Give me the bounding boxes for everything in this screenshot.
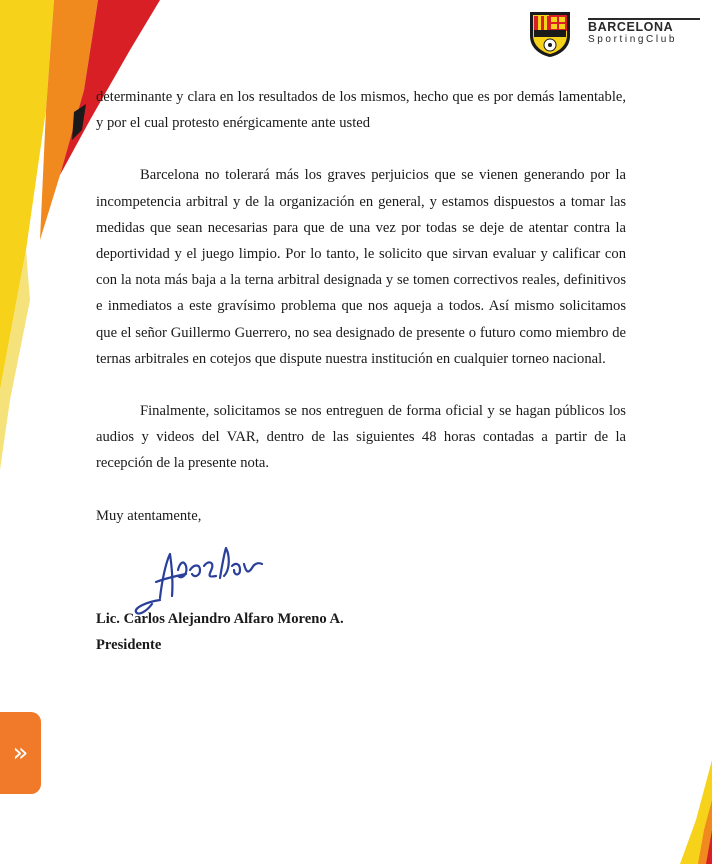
signer-block xyxy=(96,606,344,658)
side-expand-tab[interactable] xyxy=(0,712,41,794)
body-paragraph-2: Finalmente, solicitamos se nos entreguen de forma oficial y se hagan públicos los audios y videos del VAR, dentro de las siguientes 48 horas contadas a partir de la recepción de la presente nota. xyxy=(96,403,626,472)
corner-orange xyxy=(698,800,712,864)
body-paragraph-1: Barcelona no tolerará más los graves perjuicios que se vienen generando por la incompetencia arbitral y de la organización en general, y estamos dispuestos a tomar las medidas que sean necesarias para que de una vez por todas se deje de atentar contra la deportividad y el juego limpio. Por lo tanto, le solicito que sirvan evaluar y calificar con con la nota más baja a la terna arbitral designada y se tomen correctivos reales, definitivos e inmediatos a este gravísimo problema que nos aqueja a todos. Así mismo solicitamos que el señor Guillermo Guerrero, no sea designado de presente o futuro como miembro de ternas arbitrales en cotejos que dispute nuestra institución en cualquier torneo nacional. xyxy=(96,167,626,367)
corner-yellow xyxy=(680,760,712,864)
closing-line: Muy atentamente, xyxy=(96,507,202,524)
signer-title: Presidente xyxy=(96,637,162,653)
brand-wordmark xyxy=(588,18,700,45)
letter-body xyxy=(96,84,626,529)
lead-paragraph: determinante y clara en los resultados de los mismos, hecho que es por demás lamentable, y por el cual protesto enérgicamente ante usted xyxy=(96,89,626,132)
brand-name: BARCELONA xyxy=(588,18,700,34)
signer-name: Lic. Carlos Alejandro Alfaro Moreno A. xyxy=(96,611,344,627)
brand-subtitle: SportingClub xyxy=(588,34,678,45)
double-chevron-right-icon: » xyxy=(12,738,29,768)
club-crest-icon xyxy=(526,8,574,58)
corner-red xyxy=(706,830,712,864)
